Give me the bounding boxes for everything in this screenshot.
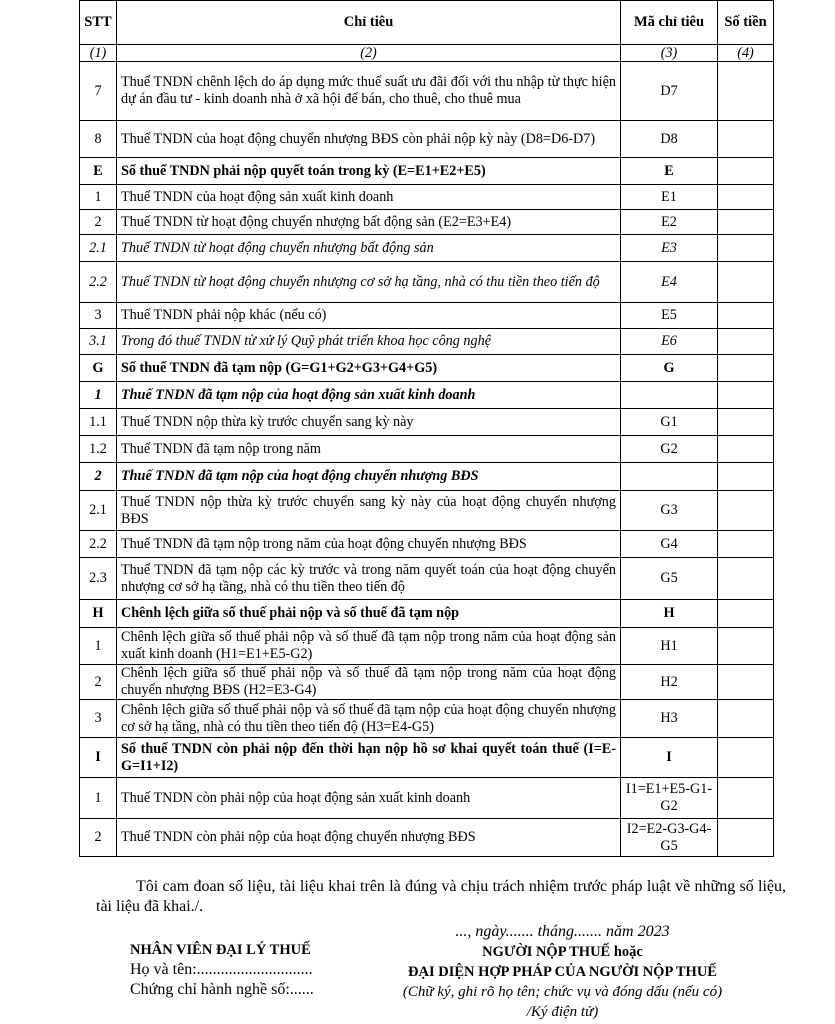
indicator-cell: Chênh lệch giữa số thuế phải nộp và số thuế đã tạm nộp trong năm của hoạt động sản xuất kinh doanh (H1=E1+E5-G2) bbox=[117, 628, 621, 665]
table-row bbox=[80, 62, 774, 121]
amount-cell bbox=[718, 558, 774, 600]
table-row bbox=[80, 558, 774, 600]
code-cell: G bbox=[621, 355, 718, 382]
stt-cell: 8 bbox=[80, 121, 117, 158]
amount-cell bbox=[718, 303, 774, 329]
taxpayer-title-line1: NGƯỜI NỘP THUẾ hoặc bbox=[482, 944, 643, 960]
code-cell: I1=E1+E5-G1-G2 bbox=[621, 778, 718, 819]
header-stt: STT bbox=[80, 1, 117, 45]
code-cell: H2 bbox=[621, 665, 718, 700]
indicator-cell: Thuế TNDN nộp thừa kỳ trước chuyển sang kỳ này bbox=[117, 409, 621, 436]
table-body bbox=[80, 62, 774, 857]
indicator-cell: Thuế TNDN đã tạm nộp của hoạt động chuyển nhượng BĐS bbox=[117, 463, 621, 491]
taxpayer-title-line2: ĐẠI DIỆN HỢP PHÁP CỦA NGƯỜI NỘP THUẾ bbox=[408, 964, 717, 980]
column-number: (3) bbox=[621, 45, 718, 62]
table-row bbox=[80, 463, 774, 491]
code-cell: D8 bbox=[621, 121, 718, 158]
code-cell: I bbox=[621, 738, 718, 778]
table-row bbox=[80, 778, 774, 819]
stt-cell: 1 bbox=[80, 778, 117, 819]
code-cell: E2 bbox=[621, 210, 718, 235]
table-row bbox=[80, 628, 774, 665]
tax-table bbox=[79, 0, 774, 857]
code-cell: E5 bbox=[621, 303, 718, 329]
stt-cell: 2 bbox=[80, 463, 117, 491]
tax-agent-signature-block bbox=[130, 940, 370, 1000]
amount-cell bbox=[718, 329, 774, 355]
header-indicator: Chỉ tiêu bbox=[117, 1, 621, 45]
code-cell: D7 bbox=[621, 62, 718, 121]
amount-cell bbox=[718, 436, 774, 463]
amount-cell bbox=[718, 531, 774, 558]
indicator-cell: Thuế TNDN đã tạm nộp của hoạt động sản xuất kinh doanh bbox=[117, 382, 621, 409]
table-row bbox=[80, 262, 774, 303]
table-row bbox=[80, 819, 774, 857]
stt-cell: 2.1 bbox=[80, 235, 117, 262]
code-cell: G5 bbox=[621, 558, 718, 600]
stt-cell: 2 bbox=[80, 819, 117, 857]
indicator-cell: Thuế TNDN từ hoạt động chuyển nhượng bất động sản (E2=E3+E4) bbox=[117, 210, 621, 235]
header-code: Mã chỉ tiêu bbox=[621, 1, 718, 45]
table-row bbox=[80, 121, 774, 158]
indicator-cell: Thuế TNDN còn phải nộp của hoạt động chuyển nhượng BĐS bbox=[117, 819, 621, 857]
stt-cell: 1 bbox=[80, 382, 117, 409]
code-cell: G2 bbox=[621, 436, 718, 463]
code-cell: H3 bbox=[621, 700, 718, 738]
code-cell: G1 bbox=[621, 409, 718, 436]
amount-cell bbox=[718, 409, 774, 436]
table-row bbox=[80, 600, 774, 628]
indicator-cell: Thuế TNDN nộp thừa kỳ trước chuyển sang kỳ này của hoạt động chuyển nhượng BĐS bbox=[117, 491, 621, 531]
code-cell: E4 bbox=[621, 262, 718, 303]
amount-cell bbox=[718, 158, 774, 185]
column-number: (4) bbox=[718, 45, 774, 62]
stt-cell: 7 bbox=[80, 62, 117, 121]
stt-cell: 2 bbox=[80, 210, 117, 235]
table-row bbox=[80, 491, 774, 531]
stt-cell: 1.2 bbox=[80, 436, 117, 463]
indicator-cell: Chênh lệch giữa số thuế phải nộp và số thuế đã tạm nộp trong năm của hoạt động chuyển nhượng BĐS (H2=E3-G4) bbox=[117, 665, 621, 700]
code-cell: H bbox=[621, 600, 718, 628]
declaration-text: Tôi cam đoan số liệu, tài liệu khai trên là đúng và chịu trách nhiệm trước pháp luật về những số liệu, tài liệu đã khai./. bbox=[96, 878, 786, 915]
indicator-cell: Thuế TNDN của hoạt động chuyển nhượng BĐS còn phải nộp kỳ này (D8=D6-D7) bbox=[117, 121, 621, 158]
stt-cell: 1.1 bbox=[80, 409, 117, 436]
indicator-cell: Thuế TNDN từ hoạt động chuyển nhượng bất động sản bbox=[117, 235, 621, 262]
indicator-cell: Thuế TNDN của hoạt động sản xuất kinh doanh bbox=[117, 185, 621, 210]
indicator-cell: Thuế TNDN đã tạm nộp các kỳ trước và trong năm quyết toán của hoạt động chuyển nhượng cơ sở hạ tầng, nhà có thu tiền theo tiến độ bbox=[117, 558, 621, 600]
amount-cell bbox=[718, 235, 774, 262]
amount-cell bbox=[718, 819, 774, 857]
amount-cell bbox=[718, 62, 774, 121]
indicator-cell: Số thuế TNDN còn phải nộp đến thời hạn nộp hồ sơ khai quyết toán thuế (I=E-G=I1+I2) bbox=[117, 738, 621, 778]
indicator-cell: Trong đó thuế TNDN từ xử lý Quỹ phát triển khoa học công nghệ bbox=[117, 329, 621, 355]
tax-agent-role: NHÂN VIÊN ĐẠI LÝ THUẾ bbox=[130, 942, 311, 958]
code-cell: E1 bbox=[621, 185, 718, 210]
amount-cell bbox=[718, 700, 774, 738]
amount-cell bbox=[718, 382, 774, 409]
stt-cell: I bbox=[80, 738, 117, 778]
code-cell: E bbox=[621, 158, 718, 185]
amount-cell bbox=[718, 778, 774, 819]
table-header-row bbox=[80, 1, 774, 45]
amount-cell bbox=[718, 738, 774, 778]
table-row bbox=[80, 303, 774, 329]
table-row bbox=[80, 185, 774, 210]
stt-cell: 2.2 bbox=[80, 531, 117, 558]
amount-cell bbox=[718, 210, 774, 235]
amount-cell bbox=[718, 355, 774, 382]
signature-note-line1: (Chữ ký, ghi rõ họ tên; chức vụ và đóng dấu (nếu có) bbox=[402, 984, 723, 1000]
amount-cell bbox=[718, 262, 774, 303]
column-number: (2) bbox=[117, 45, 621, 62]
column-number: (1) bbox=[80, 45, 117, 62]
tax-agent-cert-line: Chứng chỉ hành nghề số:...... bbox=[130, 981, 314, 998]
table-row bbox=[80, 210, 774, 235]
code-cell: E3 bbox=[621, 235, 718, 262]
signature-note-line2: /Ký điện tử) bbox=[526, 1004, 599, 1020]
indicator-cell: Số thuế TNDN đã tạm nộp (G=G1+G2+G3+G4+G5) bbox=[117, 355, 621, 382]
table-row bbox=[80, 235, 774, 262]
stt-cell: E bbox=[80, 158, 117, 185]
table-row bbox=[80, 738, 774, 778]
header-amount: Số tiền bbox=[718, 1, 774, 45]
amount-cell bbox=[718, 463, 774, 491]
table-row bbox=[80, 409, 774, 436]
code-cell bbox=[621, 382, 718, 409]
signature-date-line: ..., ngày....... tháng....... năm 2023 bbox=[455, 923, 670, 940]
taxpayer-signature-block bbox=[370, 922, 755, 1022]
stt-cell: 3.1 bbox=[80, 329, 117, 355]
indicator-cell: Thuế TNDN phải nộp khác (nếu có) bbox=[117, 303, 621, 329]
table-row bbox=[80, 665, 774, 700]
stt-cell: 1 bbox=[80, 628, 117, 665]
stt-cell: 1 bbox=[80, 185, 117, 210]
code-cell bbox=[621, 463, 718, 491]
table-row bbox=[80, 436, 774, 463]
stt-cell: 2.1 bbox=[80, 491, 117, 531]
indicator-cell: Thuế TNDN đã tạm nộp trong năm bbox=[117, 436, 621, 463]
code-cell: H1 bbox=[621, 628, 718, 665]
stt-cell: 2 bbox=[80, 665, 117, 700]
amount-cell bbox=[718, 121, 774, 158]
indicator-cell: Chênh lệch giữa số thuế phải nộp và số thuế đã tạm nộp của hoạt động chuyển nhượng cơ sở hạ tầng, nhà có thu tiền theo tiến độ (H3=E4-G5) bbox=[117, 700, 621, 738]
stt-cell: 3 bbox=[80, 700, 117, 738]
stt-cell: 3 bbox=[80, 303, 117, 329]
column-number-row bbox=[80, 45, 774, 62]
amount-cell bbox=[718, 491, 774, 531]
code-cell: G4 bbox=[621, 531, 718, 558]
indicator-cell: Số thuế TNDN phải nộp quyết toán trong kỳ (E=E1+E2+E5) bbox=[117, 158, 621, 185]
stt-cell: H bbox=[80, 600, 117, 628]
amount-cell bbox=[718, 665, 774, 700]
indicator-cell: Chênh lệch giữa số thuế phải nộp và số thuế đã tạm nộp bbox=[117, 600, 621, 628]
indicator-cell: Thuế TNDN từ hoạt động chuyển nhượng cơ sở hạ tầng, nhà có thu tiền theo tiến độ bbox=[117, 262, 621, 303]
table-row bbox=[80, 158, 774, 185]
stt-cell: G bbox=[80, 355, 117, 382]
tax-agent-name-line: Họ và tên:............................. bbox=[130, 961, 313, 978]
amount-cell bbox=[718, 628, 774, 665]
amount-cell bbox=[718, 185, 774, 210]
table-row bbox=[80, 382, 774, 409]
amount-cell bbox=[718, 600, 774, 628]
indicator-cell: Thuế TNDN chênh lệch do áp dụng mức thuế suất ưu đãi đối với thu nhập từ thực hiện dự án đầu tư - kinh doanh nhà ở xã hội để bán, cho thuê, cho thuê mua bbox=[117, 62, 621, 121]
code-cell: I2=E2-G3-G4-G5 bbox=[621, 819, 718, 857]
table-row bbox=[80, 531, 774, 558]
table-row bbox=[80, 355, 774, 382]
code-cell: G3 bbox=[621, 491, 718, 531]
indicator-cell: Thuế TNDN đã tạm nộp trong năm của hoạt động chuyển nhượng BĐS bbox=[117, 531, 621, 558]
stt-cell: 2.2 bbox=[80, 262, 117, 303]
stt-cell: 2.3 bbox=[80, 558, 117, 600]
table-row bbox=[80, 329, 774, 355]
indicator-cell: Thuế TNDN còn phải nộp của hoạt động sản xuất kinh doanh bbox=[117, 778, 621, 819]
code-cell: E6 bbox=[621, 329, 718, 355]
table-row bbox=[80, 700, 774, 738]
